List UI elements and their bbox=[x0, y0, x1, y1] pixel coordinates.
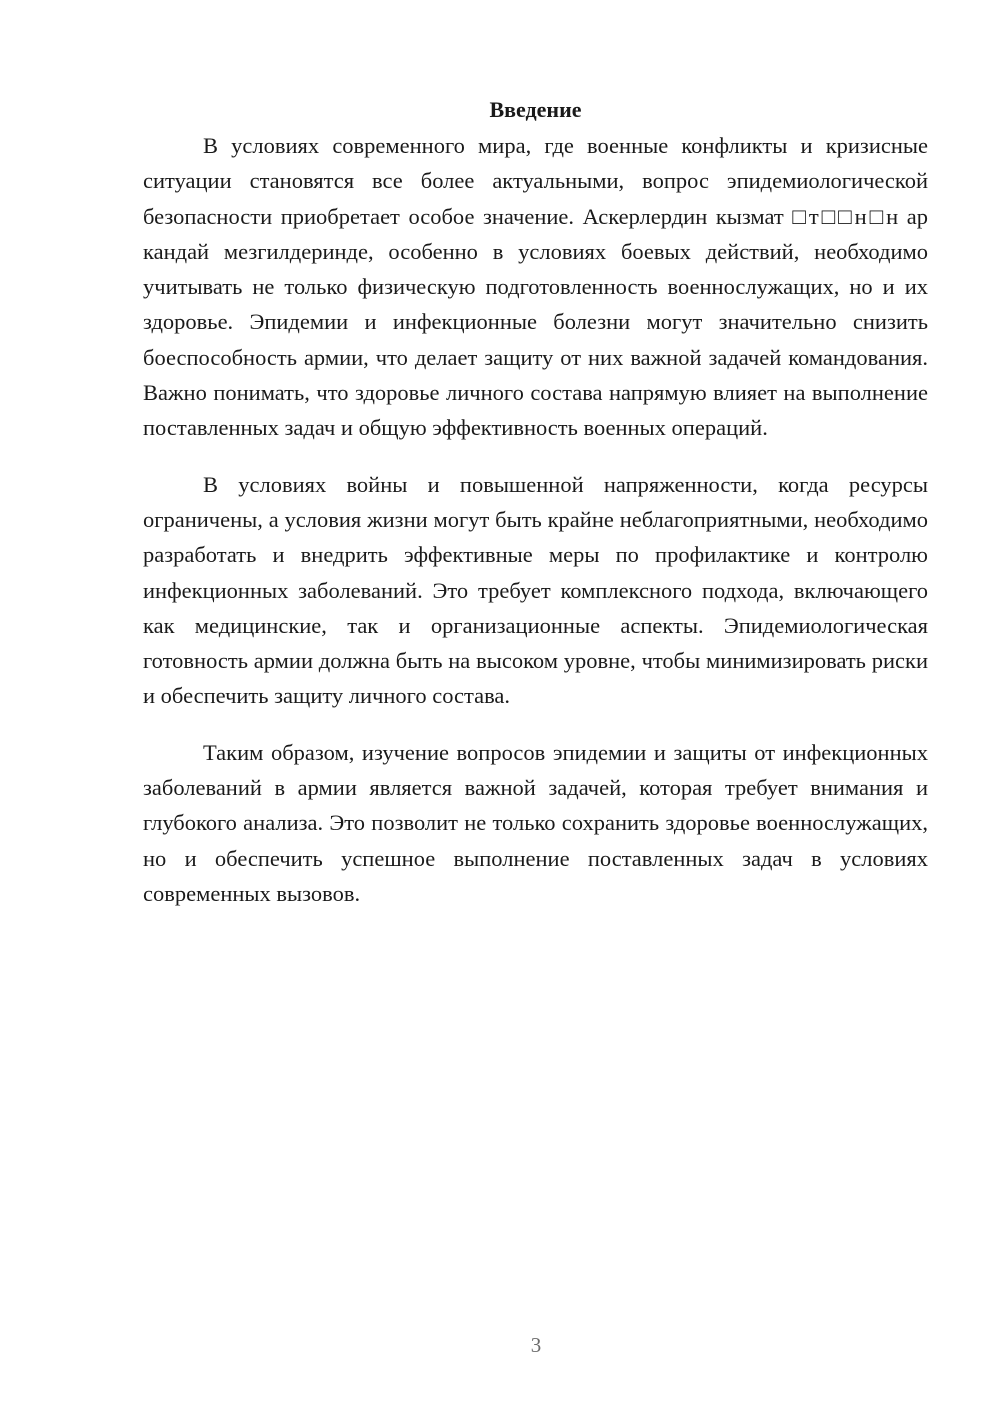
section-heading: Введение bbox=[489, 97, 582, 122]
paragraph-1: В условиях современного мира, где военные конфликты и кризисные ситуации становятся все более актуальными, вопрос эпидемиологической безопасности приобретает особое значение. Аскерлердин кызмат □т□□н□н ар кандай мезгилдеринде, особенно в условиях боевых действий, необходимо учитывать не только физическую подготовленность военнослужащих, но и их здоровье. Эпидемии и инфекционные болезни могут значительно снизить боеспособность армии, что делает защиту от них важной задачей командования. Важно понимать, что здоровье личного состава напрямую влияет на выполнение поставленных задач и общую эффективность военных операций. bbox=[143, 133, 928, 441]
paragraph-2: В условиях войны и повышенной напряженности, когда ресурсы ограничены, а условия жизни могут быть крайне неблагоприятными, необходимо разработать и внедрить эффективные меры по профилактике и контролю инфекционных заболеваний. Это требует комплексного подхода, включающего как медицинские, так и организационные аспекты. Эпидемиологическая готовность армии должна быть на высоком уровне, чтобы минимизировать риски и обеспечить защиту личного состава. bbox=[143, 471, 928, 709]
page-number: 3 bbox=[530, 1333, 542, 1357]
paragraph-3: Таким образом, изучение вопросов эпидемии и защиты от инфекционных заболеваний в армии является важной задачей, которая требует внимания и глубокого анализа. Это позволит не только сохранить здоровье военнослужащих, но и обеспечить успешное выполнение поставленных задач в условиях современных вызовов. bbox=[143, 739, 928, 906]
page-content bbox=[143, 93, 928, 932]
